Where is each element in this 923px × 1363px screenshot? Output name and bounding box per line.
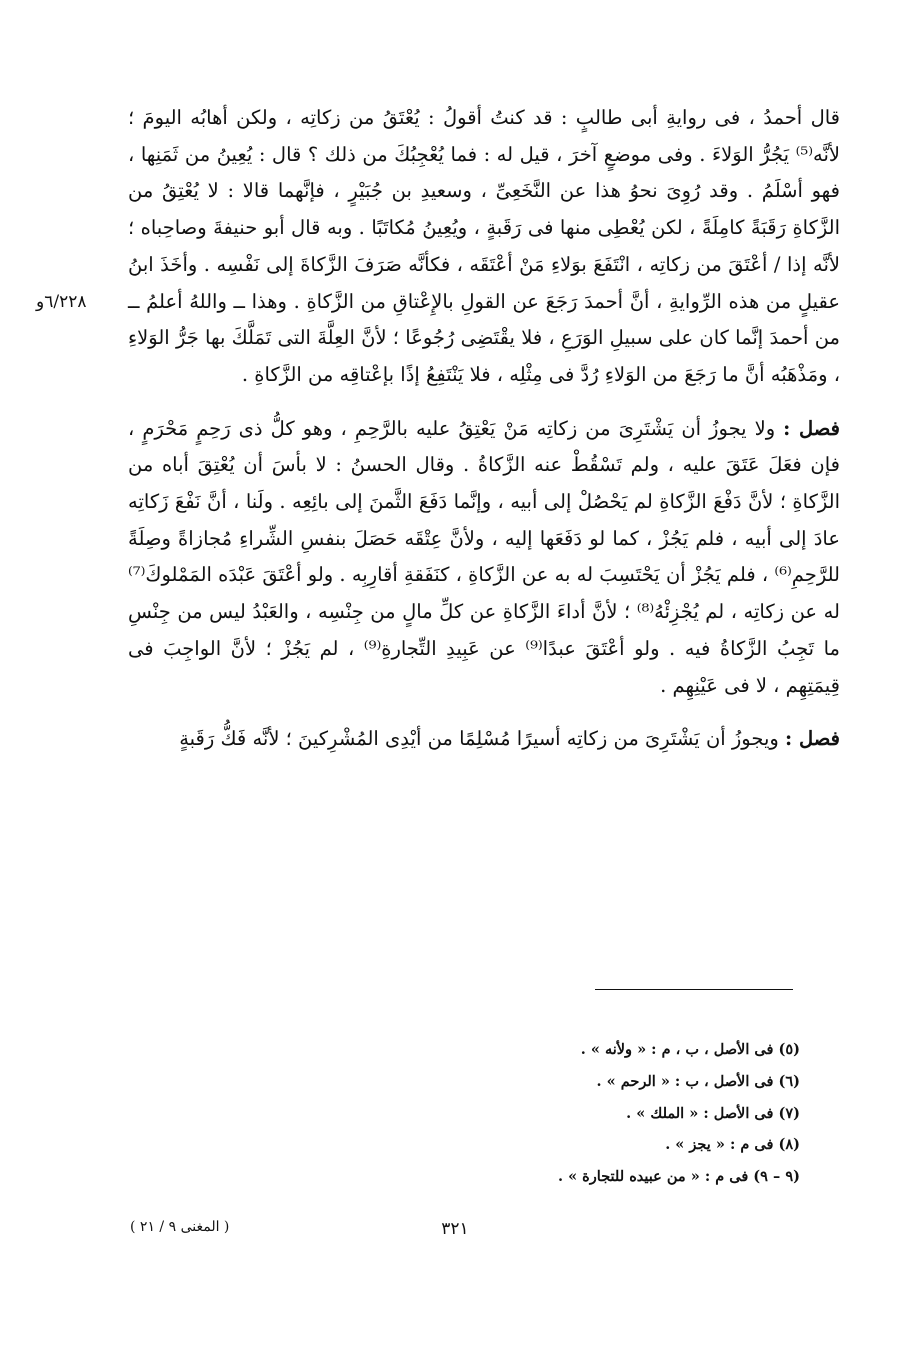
paragraph-3-text: ويجوزُ أن يَشْتَرِىَ من زكاتِه أسيرًا مُسْلِمًا من أيْدِى المُشْرِكينَ ؛ لأنَّه فَكُّ رَقَبةٍ (179, 727, 779, 751)
main-text (128, 100, 840, 758)
footnote: (٩ – ٩) فى م : « من عبيده للتجارة » . (557, 1168, 800, 1186)
paragraph-3 (128, 721, 840, 758)
margin-folio-reference: ٦/٢٢٨و (36, 292, 87, 312)
paragraph-2-text: ولا يجوزُ أن يَشْتَرِىَ من زكاتِه مَنْ يَعْتِقُ عليه بالرَّحِمِ ، وهو كلُّ ذى رَحِمٍ مَحْرَمٍ ، فإن فعَلَ عَتَقَ عليه ، ولم تَسْقُطْ عنه الزَّكاةُ . وقال الحسنُ : لا بأسَ أن يُعْتِقَ أباه من الزَّكاةِ ؛ لأنَّ دَفْعَ الزَّكاةِ لم يَحْصُلْ إلى أبيه ، وإنَّما دَفَعَ الثَّمنَ إلى بائِعِه . ولَنا ، أنَّ نَفْعَ زَكاتِه عادَ إلى أبيه ، فلم يَجُزْ ، كما لو دَفَعَها إليه ، ولأنَّ عِتْقَه حَصَلَ بنفسِ الشِّراءِ مُجازاةً وصِلَةً للرَّحِمِ⁽⁶⁾ ، فلم يَجُزْ أن يَحْتَسِبَ له به عن الزَّكاةِ ، كنَفَقةِ أقارِبِه . ولو أعْتَقَ عَبْدَه المَمْلوكَ⁽⁷⁾ له عن زكاتِه ، لم يُجْزِئْهُ⁽⁸⁾ ؛ لأنَّ أداءَ الزَّكاةِ عن كلِّ مالٍ من جِنْسِه ، والعَبْدُ ليس من جِنْسِ ما تَجِبُ الزَّكاةُ فيه . ولو أعْتَقَ عبدًا⁽⁹⁾ عن عَبِيدِ التِّجارةِ⁽⁹⁾ ، لم يَجُزْ ؛ لأنَّ الواجِبَ فى قِيمَتِهِم ، لا فى عَيْنِهِم . (128, 416, 841, 697)
fasl-heading: فصل : (783, 416, 840, 440)
footnotes (420, 1034, 800, 1193)
footnote: (٦) فى الأصل ، ب : « الرحم » . (596, 1072, 800, 1090)
footnote: (٧) فى الأصل : « الملك » . (626, 1104, 800, 1122)
footnote-divider (595, 989, 793, 990)
page-number: ٣٢١ (441, 1219, 469, 1239)
fasl-heading: فصل : (785, 727, 840, 751)
footnote: (٥) فى الأصل ، ب ، م : « ولأنه » . (580, 1041, 800, 1058)
source-reference: ( المغنى ٩ / ٢١ ) (130, 1219, 230, 1235)
paragraph-1: قال أحمدُ ، فى روايةِ أبى طالبٍ : قد كنتُ أقولُ : يُعْتَقُ من زكاتِه ، ولكن أهابُه اليومَ ؛ لأنَّه⁽⁵⁾ يَجُرُّ الوَلاءَ . وفى موضعٍ آخرَ ، قيل له : فما يُعْجِبُكَ من ذلك ؟ قال : يُعِينُ من ثَمَنِها ، فهو أسْلَمُ . وقد رُوِىَ نحوُ هذا عن النَّخَعِىِّ ، وسعيدِ بن جُبَيْرٍ ، فإنَّهما قالا : لا يُعْتِقُ من الزَّكاةِ رَقَبَةً كامِلَةً ، لكن يُعْطِى منها فى رَقَبةٍ ، ويُعِينُ مُكاتَبًا . وبه قال أبو حنيفةَ وصاحِباه ؛ لأنَّه إذا / أعْتَقَ من زكاتِه ، انْتَفَعَ بوَلاءِ مَنْ أعْتَقَه ، فكأنَّه صَرَفَ الزَّكاةَ إلى نَفْسِه . وأخَذَ ابنُ عقيلٍ من هذه الرِّوايةِ ، أنَّ أحمدَ رَجَعَ عن القولِ بالإِعْتاقِ من الزَّكاةِ . وهذا ــ واللهُ أعلمُ ــ من أحمدَ إنَّما كان على سبيلِ الوَرَعِ ، فلا يقْتَضِى رُجُوعًا ؛ لأنَّ العِلَّةَ التى تَمَلَّكَ بها جَرُّ الوَلاءِ ، ومَذْهَبُه أنَّ ما رَجَعَ من الوَلاءِ رُدَّ فى مِثْلِه ، فلا يَنْتَفِعُ إذًا بإعْتاقِه من الزَّكاةِ . (128, 106, 840, 386)
footnote: (٨) فى م : « يجز » . (665, 1136, 800, 1154)
paragraph-2 (128, 411, 840, 705)
